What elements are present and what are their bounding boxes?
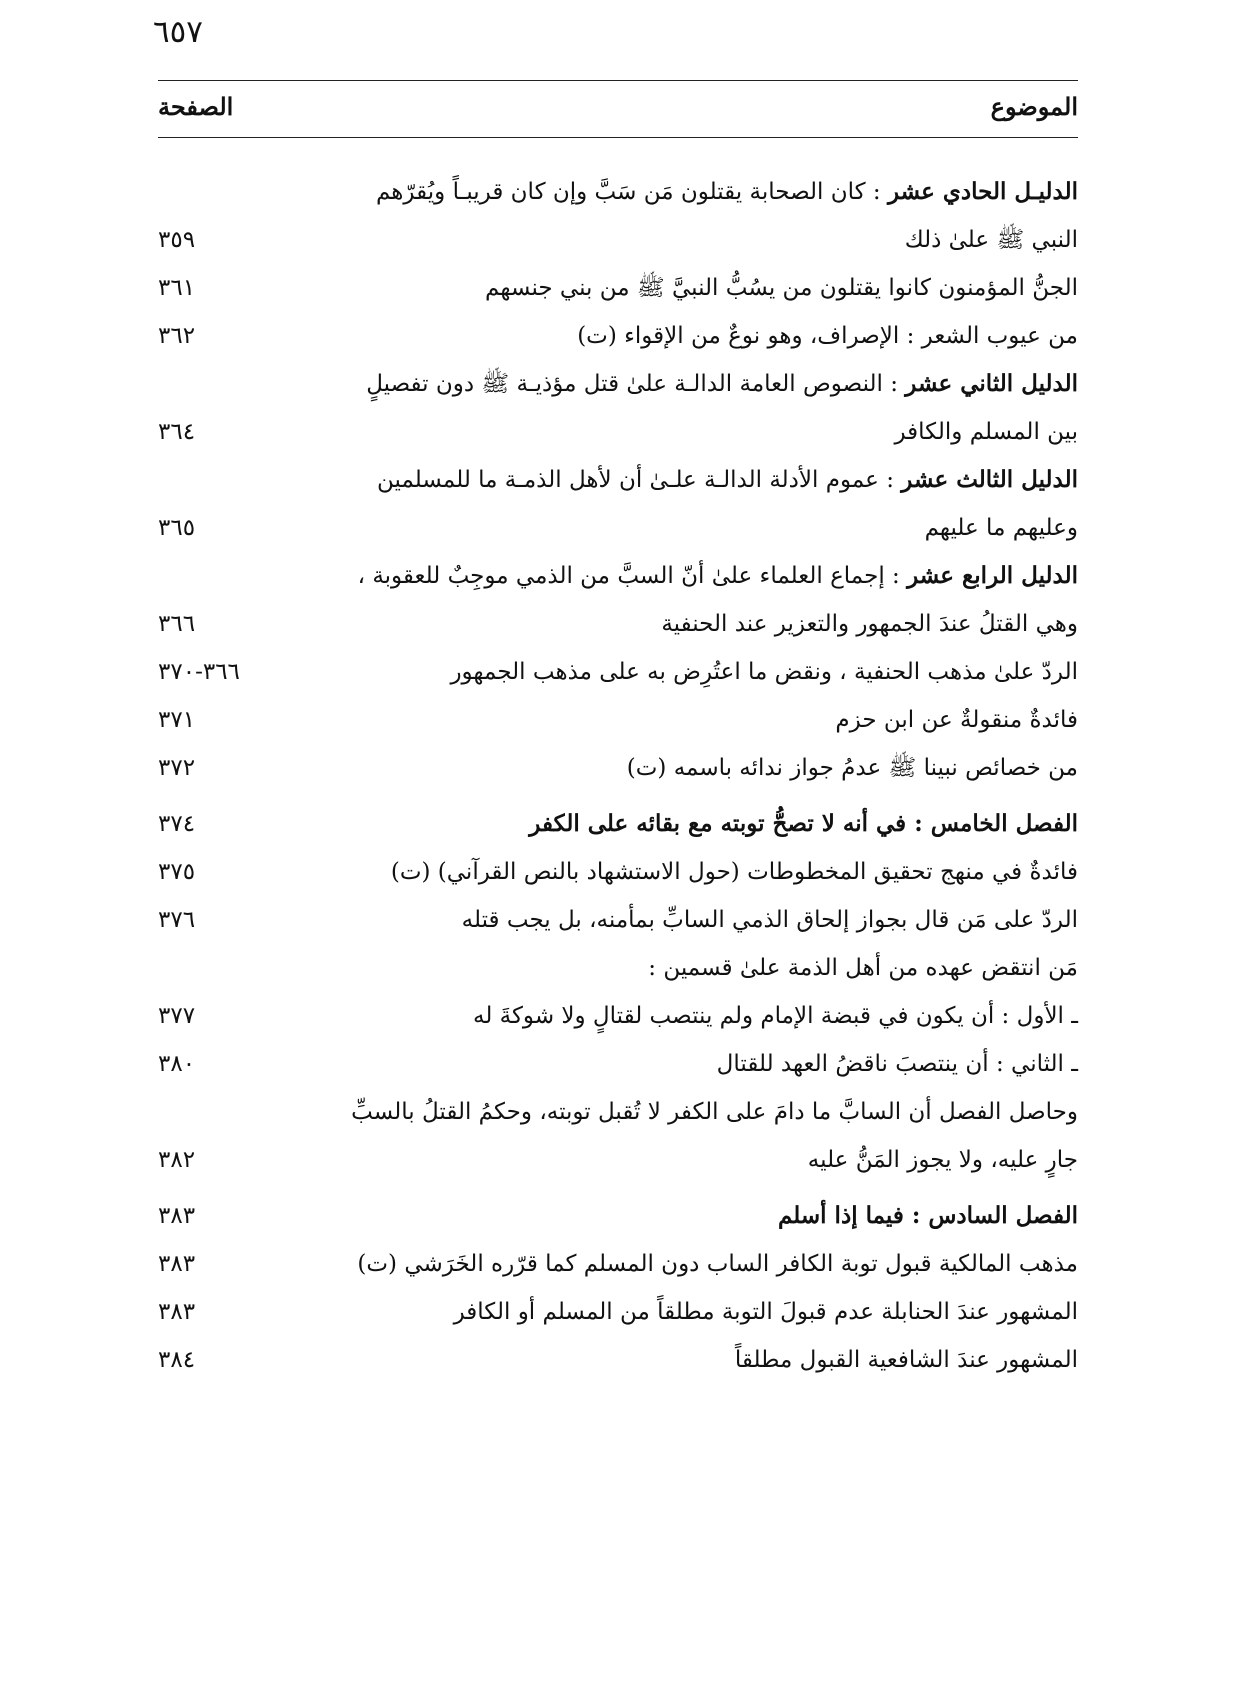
toc-entry	[158, 216, 1078, 264]
toc-entry	[158, 944, 1078, 992]
entry-text	[627, 744, 1078, 792]
toc-entry	[158, 1136, 1078, 1184]
entry-body: : فيما إذا أسلم	[777, 1202, 929, 1229]
entry-page: ٣٧١	[158, 707, 196, 733]
entry-body: بين المسلم والكافر	[894, 419, 1078, 445]
entry-page: ٣٧٧	[158, 1003, 196, 1029]
entry-body: : النصوص العامة الدالـة علىٰ قتل مؤذيـة ﷺ دون تفصيلٍ	[366, 371, 906, 397]
entry-body: الجنُّ المؤمنون كانوا يقتلون من يسُبُّ النبيَّ ﷺ من بني جنسهم	[485, 275, 1078, 301]
entry-body: من عيوب الشعر : الإصراف، وهو نوعٌ من الإقواء (ت)	[577, 323, 1078, 349]
entry-text	[661, 600, 1078, 648]
entry-page: ٣٧٤	[158, 811, 196, 837]
entry-body: ـ الثاني : أن ينتصبَ ناقضُ العهد للقتال	[716, 1051, 1078, 1077]
entry-page: ٣٦٥	[158, 515, 196, 541]
toc-entry	[158, 312, 1078, 360]
entry-page: ٣٦٢	[158, 323, 196, 349]
toc-chapter-entry	[158, 800, 1078, 848]
toc-list	[158, 168, 1078, 1384]
entry-text	[835, 696, 1078, 744]
entry-text	[577, 312, 1078, 360]
entry-text	[366, 360, 1078, 408]
toc-entry	[158, 896, 1078, 944]
page-column-label: الصفحة	[158, 92, 234, 121]
entry-text	[925, 504, 1078, 552]
entry-page: ٣٨٠	[158, 1051, 196, 1077]
entry-heading: الفصل الخامس	[930, 810, 1078, 837]
entry-text	[473, 992, 1078, 1040]
entry-body: المشهور عندَ الشافعية القبول مطلقاً	[734, 1347, 1078, 1373]
entry-body: مذهب المالكية قبول توبة الكافر الساب دون المسلم كما قرّره الخَرَشي (ت)	[357, 1251, 1078, 1277]
entry-text	[894, 408, 1078, 456]
toc-header	[158, 80, 1078, 138]
topic-column-label: الموضوع	[990, 92, 1078, 121]
entry-body: فائدةٌ في منهج تحقيق المخطوطات (حول الاستشهاد بالنص القرآني) (ت)	[390, 859, 1078, 885]
toc-entry	[158, 744, 1078, 792]
entry-text	[357, 1240, 1078, 1288]
entry-heading: الدليل الثاني عشر	[905, 370, 1078, 397]
entry-page: ٣٨٤	[158, 1347, 196, 1373]
entry-body: من خصائص نبينا ﷺ عدمُ جواز ندائه باسمه (ت)	[626, 755, 1078, 781]
toc-entry	[158, 1240, 1078, 1288]
toc-entry	[158, 1088, 1078, 1136]
entry-text	[778, 1192, 1078, 1240]
toc-entry	[158, 456, 1078, 504]
entry-text	[735, 1336, 1078, 1384]
entry-body: : في أنه لا تصحُّ توبته مع بقائه على الكفر	[529, 810, 931, 837]
entry-text	[391, 848, 1078, 896]
toc-entry	[158, 1040, 1078, 1088]
entry-body: المشهور عندَ الحنابلة عدم قبولَ التوبة مطلقاً من المسلم أو الكافر	[453, 1299, 1078, 1325]
entry-page: ٣٧٢	[158, 755, 196, 781]
entry-page: ٣٨٣	[158, 1203, 196, 1229]
entry-body: : إجماع العلماء علىٰ أنّ السبَّ من الذمي موجِبٌ للعقوبة ،	[357, 563, 908, 589]
entry-heading: الدليل الثالث عشر	[901, 466, 1078, 493]
entry-page: ٣٦٦-٣٧٠	[158, 659, 240, 685]
toc-entry	[158, 696, 1078, 744]
entry-body: الردّ علىٰ مذهب الحنفية ، ونقض ما اعتُرِض به على مذهب الجمهور	[450, 659, 1078, 685]
entry-body: ـ الأول : أن يكون في قبضة الإمام ولم ينتصب لقتالٍ ولا شوكةَ له	[473, 1003, 1078, 1029]
entry-text	[454, 1288, 1078, 1336]
entry-page: ٣٥٩	[158, 227, 196, 253]
entry-page: ٣٨٢	[158, 1147, 196, 1173]
toc-chapter-entry	[158, 1192, 1078, 1240]
entry-page: ٣٨٣	[158, 1251, 196, 1277]
toc-entry	[158, 992, 1078, 1040]
toc-entry	[158, 168, 1078, 216]
entry-text	[808, 1136, 1078, 1184]
entry-text	[358, 552, 1078, 600]
entry-page: ٣٦٦	[158, 611, 196, 637]
toc-entry	[158, 264, 1078, 312]
entry-text	[905, 216, 1078, 264]
entry-text	[485, 264, 1078, 312]
toc-entry	[158, 504, 1078, 552]
entry-page: ٣٨٣	[158, 1299, 196, 1325]
entry-heading: الفصل السادس	[928, 1202, 1078, 1229]
entry-body: جارٍ عليه، ولا يجوز المَنُّ عليه	[807, 1147, 1078, 1173]
entry-page: ٣٧٥	[158, 859, 196, 885]
entry-text	[376, 168, 1078, 216]
entry-body: النبي ﷺ علىٰ ذلك	[904, 227, 1078, 253]
entry-text	[377, 456, 1078, 504]
entry-page: ٣٧٦	[158, 907, 196, 933]
entry-heading: الدليل الرابع عشر	[907, 562, 1078, 589]
toc-entry	[158, 552, 1078, 600]
entry-body: وحاصل الفصل أن السابَّ ما دامَ على الكفر لا تُقبل توبته، وحكمُ القتلُ بالسبِّ	[351, 1099, 1078, 1125]
entry-text	[351, 1088, 1078, 1136]
toc-entry	[158, 600, 1078, 648]
entry-heading: الدليـل الحادي عشر	[887, 178, 1078, 205]
entry-body: وهي القتلُ عندَ الجمهور والتعزير عند الحنفية	[661, 611, 1078, 637]
entry-body: وعليهم ما عليهم	[924, 515, 1078, 541]
entry-body: الردّ على مَن قال بجواز إلحاق الذمي السابِّ بمأمنه، بل يجب قتله	[461, 907, 1078, 933]
page-number: ٦٥٧	[153, 14, 203, 50]
entry-text	[462, 896, 1078, 944]
entry-text	[717, 1040, 1078, 1088]
toc-entry	[158, 848, 1078, 896]
toc-entry	[158, 1336, 1078, 1384]
entry-page: ٣٦٤	[158, 419, 196, 445]
entry-text	[648, 944, 1078, 992]
entry-body: : عموم الأدلة الدالـة علـىٰ أن لأهل الذمـة ما للمسلمين	[377, 467, 902, 493]
entry-body: : كان الصحابة يقتلون مَن سَبَّ وإن كان قريبـاً ويُقرّهم	[376, 179, 888, 205]
entry-text	[529, 800, 1078, 848]
toc-entry	[158, 408, 1078, 456]
toc-entry	[158, 360, 1078, 408]
entry-text	[450, 648, 1078, 696]
entry-page: ٣٦١	[158, 275, 196, 301]
entry-body: فائدةٌ منقولةٌ عن ابن حزم	[835, 707, 1078, 733]
toc-entry	[158, 1288, 1078, 1336]
toc-entry	[158, 648, 1078, 696]
entry-body: مَن انتقض عهده من أهل الذمة علىٰ قسمين :	[648, 955, 1078, 981]
